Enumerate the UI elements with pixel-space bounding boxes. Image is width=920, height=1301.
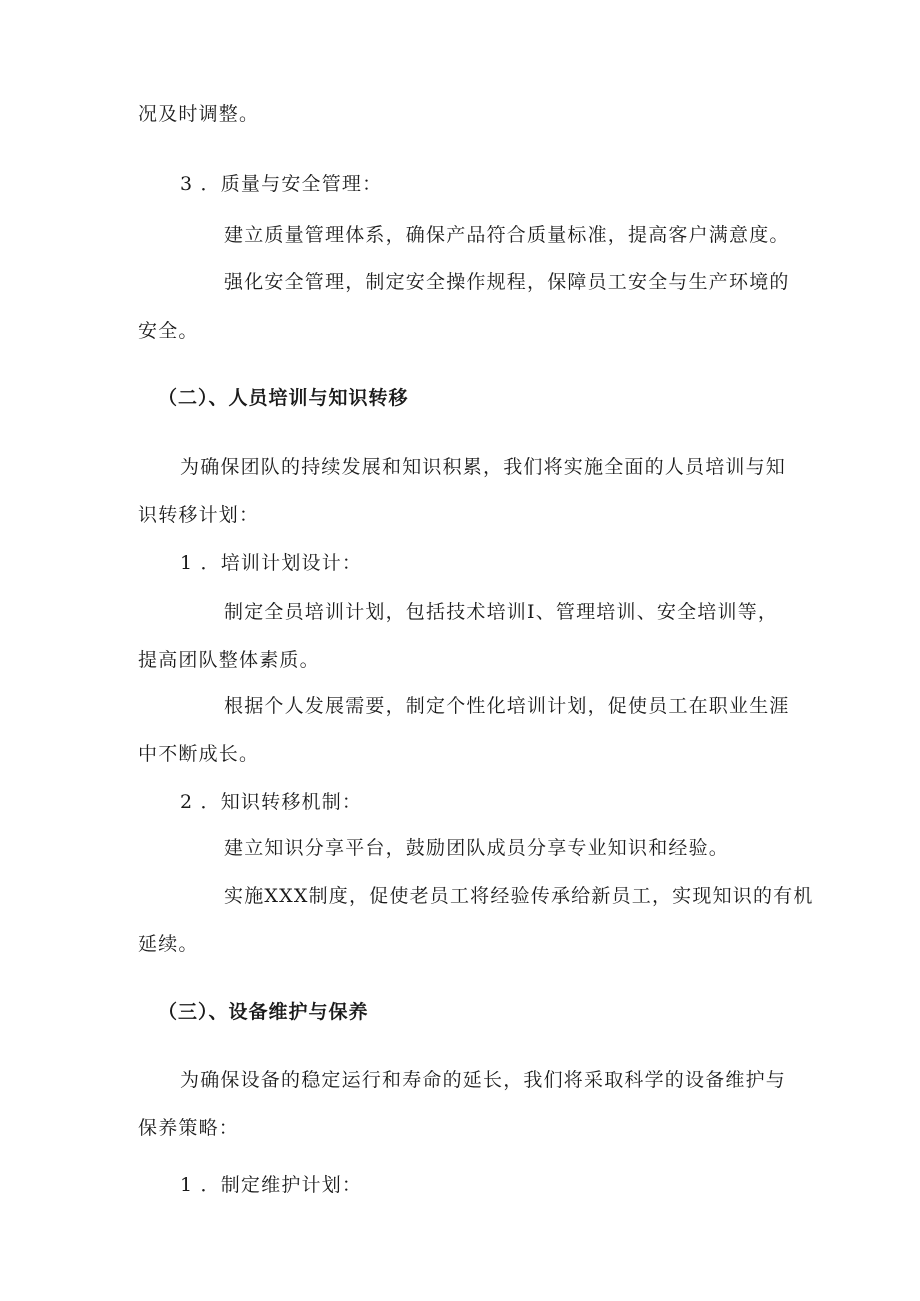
paragraph-line: 建立质量管理体系，确保产品符合质量标准，提高客户满意度。 xyxy=(224,224,790,246)
paragraph-line: 中不断成长。 xyxy=(138,743,260,765)
list-item-knowledge-transfer: 2 ．知识转移机制： xyxy=(180,791,363,813)
paragraph-line: 识转移计划： xyxy=(138,504,260,526)
paragraph-line: 实施XXX制度，促使老员工将经验传承给新员工，实现知识的有机 xyxy=(224,885,814,907)
paragraph-line: 为确保设备的稳定运行和寿命的延长，我们将采取科学的设备维护与 xyxy=(180,1069,787,1091)
paragraph-line: 建立知识分享平台，鼓励团队成员分享专业知识和经验。 xyxy=(224,837,730,859)
paragraph-line: 强化安全管理，制定安全操作规程，保障员工安全与生产环境的 xyxy=(224,271,790,293)
section-heading-training: （二）、人员培训与知识转移 xyxy=(158,387,409,409)
paragraph-line: 安全。 xyxy=(138,320,199,342)
paragraph-line: 延续。 xyxy=(138,933,199,955)
list-item-training-plan: 1 ．培训计划设计： xyxy=(180,552,363,574)
list-item-quality-safety: 3 ．质量与安全管理： xyxy=(180,173,383,195)
paragraph-line: 为确保团队的持续发展和知识积累，我们将实施全面的人员培训与知 xyxy=(180,456,787,478)
paragraph-line: 根据个人发展需要，制定个性化培训计划，促使员工在职业生涯 xyxy=(224,695,790,717)
paragraph-line: 制定全员培训计划，包括技术培训I、管理培训、安全培训等， xyxy=(224,601,779,623)
list-item-maintenance-plan: 1 ．制定维护计划： xyxy=(180,1174,363,1196)
section-heading-maintenance: （三）、设备维护与保养 xyxy=(158,1001,369,1023)
paragraph-line: 保养策略： xyxy=(138,1117,240,1139)
paragraph-continuation: 况及时调整。 xyxy=(138,103,260,125)
paragraph-line: 提高团队整体素质。 xyxy=(138,649,320,671)
